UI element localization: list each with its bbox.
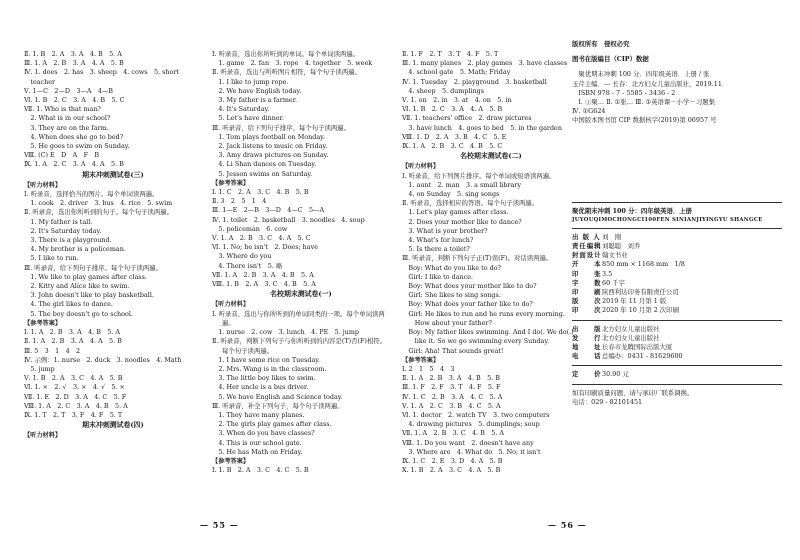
listening-line: 4. My brother is a policeman. [24,245,126,254]
answer-line: Ⅴ. 1. A 2. B 3. C 4. A 5. C [212,234,311,243]
listening-line: 2. Kitty and Alice like to swim. [24,282,130,291]
section-label: 【听力材料】 [402,163,440,171]
listening-line: Ⅱ. 听录音，选出你所听到的句子。每个句子读两遍。 [24,208,173,217]
answer-line: Ⅴ. 1. B 2. A 3. C 4. A 5. B [24,374,123,383]
notice-block [572,389,782,407]
pub-info-label: 出 版 人 [572,232,601,241]
listening-line: 1. Let's play games after class. [402,208,509,217]
page-number-left: — 55 — [200,520,239,530]
answer-line: Ⅷ. 1. A 2. C 3. A 4. B 5. A [24,401,128,410]
answer-line: Ⅲ. 1—E 2—B 3—D 4—C 5—A [212,206,325,215]
listening-line: Ⅲ. 听录音，补全下列句子，每个句子读两遍。 [212,401,344,410]
answer-line: Ⅱ. 1. F 2. T 3. T 4. F 5. T [402,50,499,58]
pub-info-label: 电 话 [572,352,602,361]
answer-line: Ⅰ. 2 1 5 4 3 [402,364,455,373]
listening-line: How about your father? [402,318,492,327]
listening-line: 1. aunt 2. man 3. a small library [402,180,521,189]
pub-info-value: 北方妇女儿童出版社 [602,324,660,333]
pub-info-label: 出 版 [572,324,602,333]
section-label: 【听力材料】 [24,432,62,440]
answer-block [212,188,390,289]
divider [572,202,782,203]
listening-line: 3. There is a playground. [24,236,112,245]
answer-line: Ⅲ. 5 3 1 4 2 [24,346,81,355]
pub-info-label: 印 次 [572,306,602,315]
section-label: 【参考答案】 [402,356,440,364]
cip-line: ISBN 978 - 7 - 5585 - 3436 - 2 [572,88,676,97]
divider [572,365,782,366]
answer-line: Ⅶ. 1. Who is that man? [24,105,101,114]
pub-info-value: 翰文书业 [602,251,628,260]
pub-info-value: 刘聪聪 刘乔 [602,242,641,251]
cip-block [572,70,782,125]
price-value: 30.90 元 [602,370,629,379]
pub-info-row [572,279,782,288]
answer-line: 3. have lunch 4. goes to bed 5. in the garden [402,123,562,132]
pub-info-label: 封面设计 [572,251,602,260]
listening-line: 2. Mrs. Wang is in the classroom. [212,364,327,373]
listening-line: Ⅱ. 听录音，判断下列句子与你所听到的内容是(T)否(F)相符。每个句子读两遍。 [212,337,387,355]
answer-line: Ⅲ. 1. A 2. B 3. A 4. A 5. B [24,59,124,68]
answer-line: Ⅶ. 1. teachers' office 2. draw pictures [402,114,532,123]
listening-line: 1. Tom plays football on Monday. [212,132,325,141]
listening-line: 3. My father is a farmer. [212,96,298,105]
listening-line: Girl: He likes to run and he runs every morning. [402,309,565,318]
cip-line: Ⅳ. ①G624 [572,107,606,116]
section-title: 期末冲刺测试卷(三) [82,170,144,179]
listening-line: Ⅲ. 听录音，判断下列句子正(T)误(F)。对话读两遍。 [402,254,553,263]
cip-title: 图书在版编目（CIP）数据 [572,55,649,64]
listening-line: Girl: She likes to sing songs. [402,291,501,300]
answer-line: 4. school gate 5. Math; Friday [402,68,511,77]
listening-line: 4. Her uncle is a bus driver. [212,383,309,392]
answer-line: Ⅳ. 1. toilet 2. basketball 3. noodles 4. soup [212,215,365,224]
answer-line: 4. sheep 5. dumplings [402,86,485,95]
answer-line: Ⅶ. 1. A 2. B 3. C 4. B 5. A [402,429,505,438]
cip-line: 聚优期末冲刺 100 分．四年级英语．上册 / 张 [572,70,710,79]
answer-block [402,365,580,475]
answer-line: Ⅵ. 1. doctor 2. watch TV 3. two computers [402,410,550,419]
answer-line: Ⅵ. 1. No; he isn't 2. Does; have [212,243,318,252]
listening-line: Ⅰ. 听录音，选出与你所听到的单词同类的一项。每个单词读两遍。 [212,309,385,327]
pub-info-row [572,242,782,251]
listening-line: 3. When do you have classes? [212,429,315,438]
pub-info-value: 3.5 [602,269,613,278]
pub-info-row [572,233,782,242]
pub-info-value: 2019 年 11 月第 1 版 [602,297,667,306]
price-row [572,370,782,379]
section-label: 【听力材料】 [212,301,250,309]
listening-line: 5. I like to run. [24,254,79,263]
listening-line: 1. I have some rice on Tuesday. [212,355,321,364]
answer-line: Ⅸ. 1. A 2. C 3. A 4. A 5. B [24,160,124,169]
answer-block [402,50,580,151]
pub-info-value: 850 mm × 1168 mm 1/8 [602,260,685,269]
answer-line: Ⅰ. 1. C 2. A 3. C 4. B 5. B [212,188,309,197]
pub-info-label: 地 址 [572,343,602,352]
pub-info-value: 陕西利达印务有限责任公司 [602,288,679,297]
listening-line: 5. We have English and Science today. [212,392,343,401]
pub-info-label: 印 刷 [572,288,602,297]
divider [572,228,782,229]
listening-line: 2. We have English today. [212,86,302,95]
price-label: 定 价 [572,370,602,379]
listening-line: 3. The little boy likes to swim. [212,374,316,383]
listening-line: Ⅲ. 听录音，给下列句子排序。每个句子读两遍。 [212,123,351,132]
answer-line: 4. When does she go to bed? [24,132,124,141]
listening-line: Boy: What does your mother like to do? [402,282,537,291]
pub-info-label: 字 数 [572,278,602,287]
column-2 [212,50,390,475]
listening-line: Boy: What does your father like to do? [402,300,533,309]
listening-line: 1. cook 2. driver 3. bus 4. rice 5. swim [24,199,173,208]
cip-line: 中国版本图书馆 CIP 数据核字(2019)第 06957 号 [572,116,717,125]
answer-line: Ⅲ. 1. F 2. F 3. T 4. F 5. F [402,383,501,392]
answer-line: Ⅰ. 1. B 2. A 3. C 4. C 5. B [212,466,309,475]
pub-info-row [572,343,782,352]
listening-line: Ⅰ. 听录音，选择恰当的图片。每个单词读两遍。 [24,190,159,199]
answer-line: 5. policeman 6. cow [212,224,288,233]
answer-line: teacher [24,77,56,86]
listening-line: 3. What is your brother? [402,226,488,235]
listening-line: Ⅱ. 听录音，选择相应的答语。每个句子读两遍。 [402,199,539,208]
imprint-column [572,40,782,407]
notice-line: 电话：029 - 82101451 [572,397,643,406]
listening-line: Boy: My father likes swimming. And I do(. We do(.) [402,328,574,337]
listening-line: Ⅰ. 听录音，给下列图片排序。每个单词或短语读两遍。 [402,171,556,180]
listening-line: 5. He has Math on Friday. [212,447,303,456]
pub-info-value: 60 千字 [602,278,625,287]
answer-line: Ⅴ. 1. A 2. C 3. B 4. C 5. A [402,401,501,410]
listening-line: 1. I like to jump rope. [212,77,289,86]
pub-info-value: 北方妇女儿童出版社 [602,333,660,342]
listening-line: 4. Li Shan dances on Tuesday. [212,160,317,169]
pub-info-label: 版 次 [572,297,602,306]
listening-line: 4. on Sunday 5. sing songs [402,190,500,199]
listening-line: 4. What's for lunch? [402,236,474,245]
answer-line: 4. There isn't 5. 略 [212,261,283,270]
listening-line: 4. It's Saturday. [212,105,270,114]
pub-info-label: 开 本 [572,260,602,269]
pub-info-value: 刘 刚 [602,232,622,241]
answer-line: Ⅵ. 1. × 2. √ 3. × 4. √ 5. × [24,383,125,392]
divider [572,320,782,321]
answer-line: Ⅵ. 1. B 2. C 3. A 4. B 5. C [24,96,125,105]
pub-info-row [572,270,782,279]
pub-info-label: 责任编辑 [572,242,602,251]
pub-info-label: 发 行 [572,333,602,342]
pub-info-row [572,288,782,297]
cip-line: Ⅰ. ①聚… Ⅱ. ①张… Ⅲ. ①英语课－小学－习题集 [572,98,715,107]
cip-line: 玉芹主编．— 长春：北方妇女儿童出版社，2019.11 [572,79,722,88]
listening-line: 4. This is our school gate. [212,438,302,447]
section-label: 【参考答案】 [24,319,62,327]
answer-line: Ⅳ. 1. does 2. has 3. sheep 4. cows 5. short [24,68,179,77]
listening-line: Girl: Aha! That sounds great! [402,346,504,355]
listening-line: 1. My father is tall. [24,217,93,226]
pub-info-row [572,306,782,315]
pub-info-row [572,325,782,334]
section-label: 【参考答案】 [212,457,250,465]
listening-block [24,190,202,319]
page-number-right: — 56 — [548,520,587,530]
answer-line: Ⅳ. 1. Tuesday 2. playground 3. basketball [402,77,547,86]
listening-line: 1. They have many planes. [212,410,305,419]
answer-line: Ⅳ. 1. C 2. B 3. A 4. C 5. A [402,392,503,401]
listening-line: 3. John doesn't like to play basketball. [24,291,154,300]
section-label: 【听力材料】 [24,181,62,189]
notice-line: 如有印刷质量问题，请与承印厂联系调换。 [572,388,694,397]
pub-info-row [572,260,782,269]
answer-line: Ⅹ. 1. B 2. A 3. C 4. A 5. B [402,466,501,475]
answer-line: 2. What is in our school? [24,114,111,123]
answer-line: Ⅱ. 3 2 5 1 4 [212,197,267,206]
listening-line: Ⅰ. 听录音，选出你所听到的单词。每个单词读两遍。 [212,50,360,58]
copyright-notice: 版权所有 侵权必究 [572,40,630,48]
answer-line: Ⅷ. 1. Do you want 2. doesn't have any [402,438,534,447]
pub-info-value: 总编办：0431 - 81629600 [602,352,683,361]
listening-line: 2. Jack listens to music on Friday. [212,142,328,151]
answer-line: Ⅸ. 1. C 2. E 3. D 4. A 5. B [402,456,503,465]
column-1 [24,50,202,441]
listening-line: 3. Amy draws pictures on Sunday. [212,151,329,160]
pub-info-row [572,334,782,343]
listening-block [402,172,580,356]
answer-line: Ⅸ. 1. A 2. B 3. C 4. B 5. C [402,142,503,151]
answer-line: 3. Where are 4. What do 5. No; it isn't [402,447,541,456]
answer-line: Ⅷ. 1. D 2. A 3. B 4. C 5. E [402,132,507,141]
answer-line: Ⅳ. 示例：1. nurse 2. duck 3. noodles 4. Math [24,355,182,364]
listening-line: 5. The boy doesn't go to school. [24,309,133,318]
answer-line: 5. jump [24,364,55,373]
book-pinyin: JUYOUQIMOCHONGCI100FEN SINIANJIYINGYU SHANGCE [572,216,763,223]
listening-line: 1. game 2. fan 3. rope 4. together 5. week [212,59,373,68]
pub-info-row [572,251,782,260]
listening-line: Girl: I like to dance. [402,272,474,281]
pub-info-value: 2020 年 10 月第 2 次印刷 [602,306,679,315]
answer-line: Ⅲ. 1. many planes 2. play games 3. have classes [402,59,568,68]
listening-line: 5. Jesson swims on Saturday. [212,169,313,178]
pub-info [572,325,782,362]
answer-line: 4. drawing pictures 5. dumplings; soup [402,420,540,429]
pub-info-value: 长春市龙腾国际出版大厦 [602,343,673,352]
section-label: 【参考答案】 [212,179,250,187]
answer-block [24,328,202,420]
listening-line: Ⅱ. 听录音，选出与所听图片相符，每个句子读两遍。 [212,68,361,77]
pub-info-label: 印 张 [572,269,602,278]
answer-line: Ⅵ. 1. B 2. C 3. A 4. A 5. B [402,105,503,114]
pub-info [572,233,782,316]
answer-line: Ⅱ. 1. A 2. B 3. A 4. A 5. B [24,337,122,346]
answer-line: Ⅸ. 1. T 2. T 3. F 4. F 5. T [24,410,123,419]
book-title: 聚优期末冲刺 100 分：四年级英语．上册 [572,206,693,215]
answer-line: Ⅱ. 1. B 2. A 3. A 4. B 5. A [24,50,122,58]
answer-line: Ⅷ. (C) E D A F B [24,151,100,160]
answer-block [24,50,202,170]
listening-line: 1. We like to play games after class. [24,272,147,281]
answer-line: 3. Where do you [212,252,272,261]
listening-line: 2. Does your mother like to dance? [402,217,522,226]
pub-info-row [572,352,782,361]
answer-line: Ⅶ. 1. A 2. B 3. A 4. B 5. A [212,270,314,279]
listening-line: 1. nurse 2. cow 3. lunch 4. PE 5. jump [212,328,360,337]
divider [572,384,782,385]
answer-line: Ⅰ. 1. A 2. B 3. A 4. B 5. A [24,328,121,337]
answer-line: Ⅶ. 1. E 2. D 3. A 4. C 5. F [24,392,127,401]
listening-line: Boy: What do you like to do? [402,263,501,272]
answer-line: 3. They are on the farm. [24,123,109,132]
listening-block [212,310,390,457]
listening-block [212,50,390,179]
answer-line: Ⅷ. 1. B 2. A 3. C 4. B 5. A [212,280,316,289]
listening-line: 2. The girls play games after class. [212,420,332,429]
listening-line: 4. The girl likes to dance. [24,300,113,309]
answer-line: Ⅴ. 1. on 2. in 3. at 4. on 5. in [402,96,512,105]
answer-line: Ⅱ. 1. A 2. B 3. A 4. B 5. B [402,374,500,383]
answer-line: 5. He goes to swim on Sunday. [24,142,130,151]
section-title: 期末冲刺测试卷(四) [82,421,144,430]
column-3 [402,50,580,475]
listening-line: Ⅲ. 听录音，给下列句子排序。每个句子读两遍。 [24,263,163,272]
listening-line: like it. So we go swimming every Sunday. [402,337,550,346]
answer-line: Ⅴ. 1—C 2—D 3—A 4—B [24,86,114,95]
listening-line: 5. Let's have dinner. [212,114,285,123]
section-title: 名校期末测试卷(二) [460,152,522,161]
listening-line: 5. Is there a toilet? [402,245,470,254]
answer-block [212,466,390,475]
section-title: 名校期末测试卷(一) [270,290,332,299]
listening-line: 2. It's Saturday today. [24,226,102,235]
